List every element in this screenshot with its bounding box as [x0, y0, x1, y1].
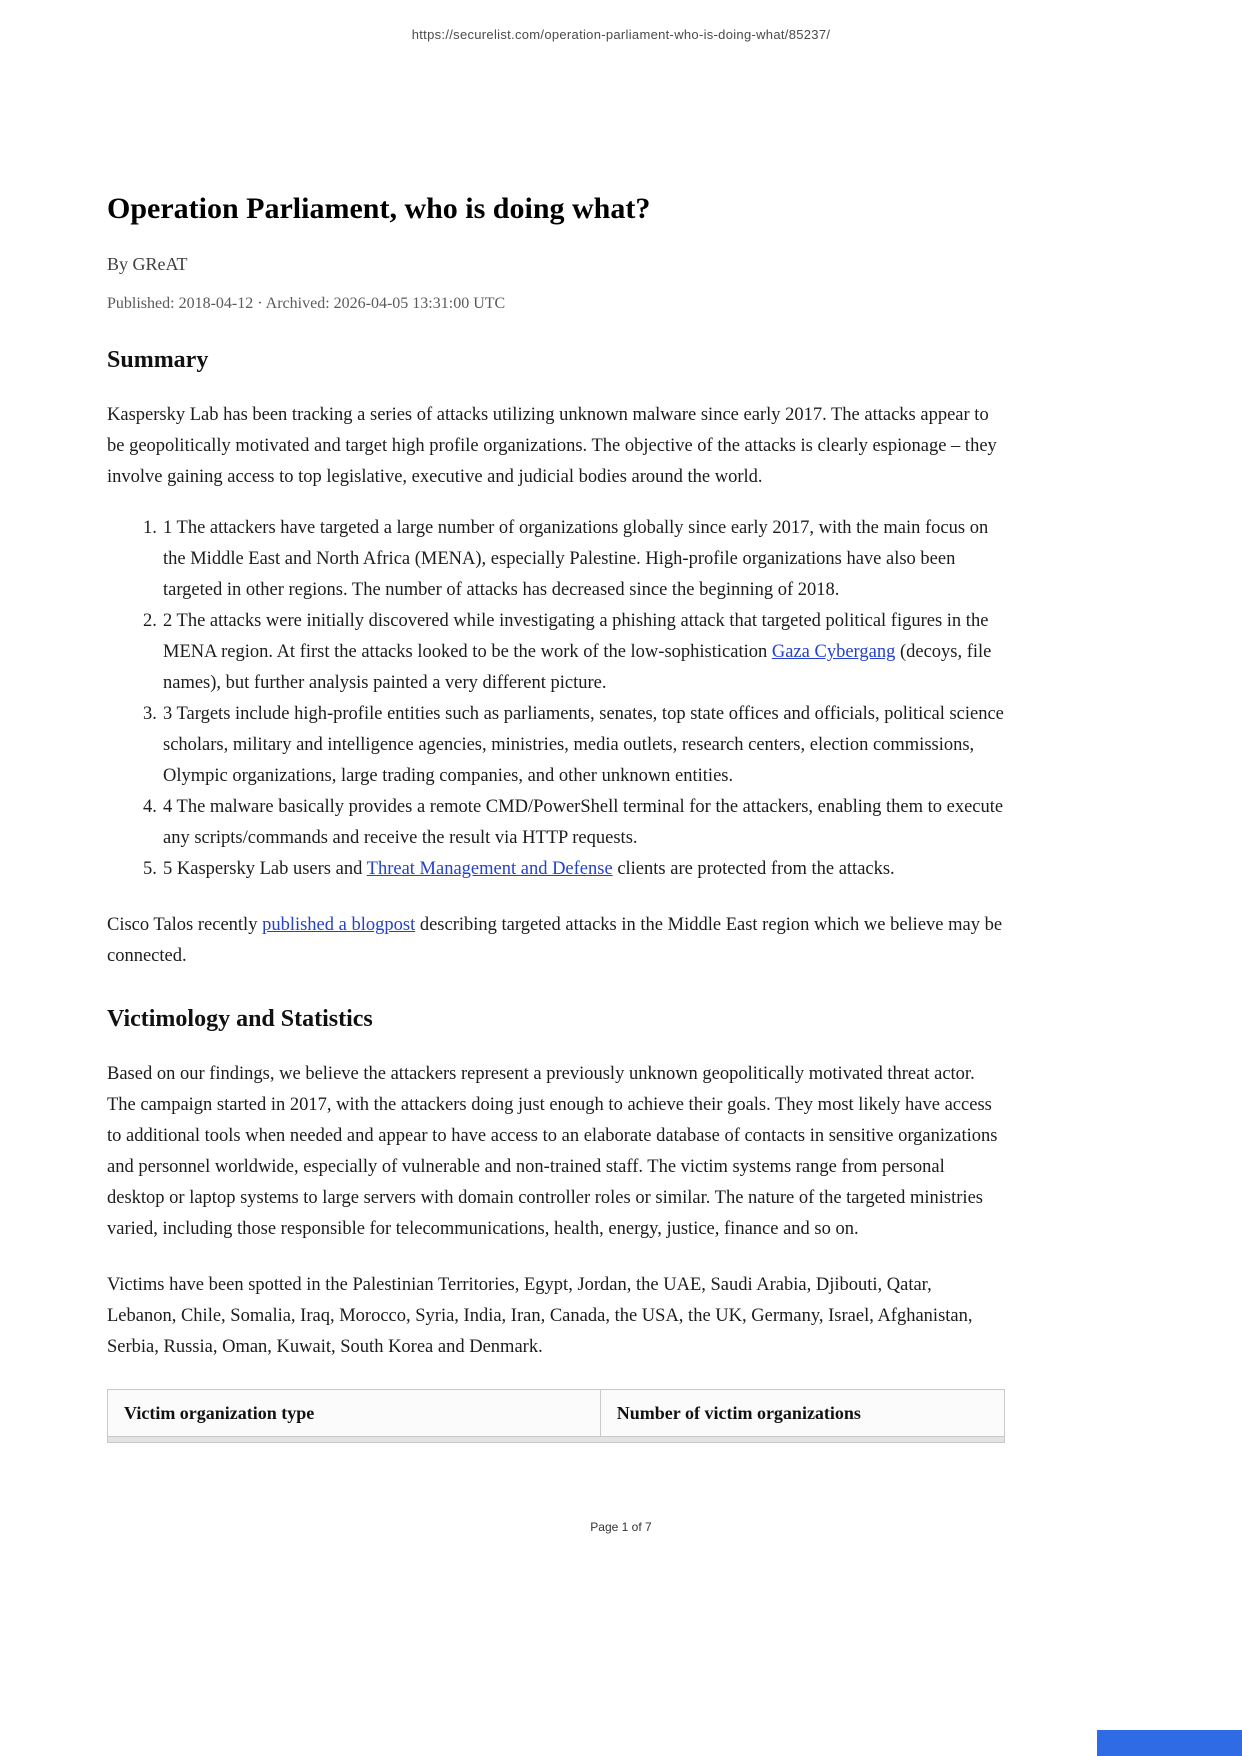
- list-text-segment: clients are protected from the attacks.: [612, 859, 895, 879]
- victim-table-header-row: [108, 1390, 1004, 1437]
- print-url-header: https://securelist.com/operation-parliament-who-is-doing-what/85237/: [411, 27, 831, 42]
- list-item-4: [143, 792, 1005, 854]
- table-header-org-type: Victim organization type: [108, 1390, 601, 1436]
- victimology-paragraph-1: Based on our findings, we believe the attackers represent a previously unknown geopolitically motivated threat actor. The campaign started in 2017, with the attackers doing just enough to achieve their goals. They most likely have access to additional tools when needed and appear to have access to an elaborate database of contacts in sensitive organizations and personnel worldwide, especially of vulnerable and non-trained staff. The victim systems range from personal desktop or laptop systems to large servers with domain controller roles or similar. The nature of the targeted ministries varied, including those responsible for telecommunications, health, energy, justice, finance and so on.: [107, 1064, 998, 1239]
- list-text-segment: (decoys, file names), but further analysis painted a very different picture.: [163, 642, 992, 693]
- article-page: [107, 0, 1005, 1443]
- section-heading-summary: Summary: [107, 347, 209, 373]
- threat-management-link[interactable]: Threat Management and Defense: [366, 859, 613, 879]
- list-text-segment: 4 The malware basically provides a remote CMD/PowerShell terminal for the attackers, enabling them to execute any scripts/commands and receive the result via HTTP requests.: [163, 797, 1004, 848]
- list-text-segment: 1 The attackers have targeted a large number of organizations globally since early 2017, with the main focus on the Middle East and North Africa (MENA), especially Palestine. High-profile organizations have also been targeted in other regions. The number of attacks has decreased since the beginning of 2018.: [163, 518, 989, 600]
- paragraph-text-segment: Cisco Talos recently: [107, 915, 263, 935]
- page-number-footer: Page 1 of 7: [590, 1520, 652, 1534]
- list-text-segment: 2 The attacks were initially discovered while investigating a phishing attack that targeted political figures in the MENA region. At first the attacks looked to be the work of the low-sophistication: [163, 611, 989, 662]
- list-marker: 3.: [143, 704, 157, 724]
- list-item-text: [163, 606, 1005, 699]
- table-row-cutoff: [108, 1437, 1004, 1443]
- list-item-text: [163, 699, 1005, 792]
- summary-list: [107, 513, 1005, 885]
- blogpost-link[interactable]: published a blogpost: [262, 915, 416, 935]
- gaza-cybergang-link[interactable]: Gaza Cybergang: [771, 642, 896, 662]
- summary-intro-paragraph: Kaspersky Lab has been tracking a series of attacks utilizing unknown malware since early 2017. The attacks appear to be geopolitically motivated and target high profile organizations. The objective of the attacks is clearly espionage – they involve gaining access to top legislative, executive and judicial bodies around the world.: [107, 405, 997, 487]
- list-marker: 4.: [143, 797, 157, 817]
- list-item-5: [143, 854, 1005, 885]
- list-marker: 5.: [143, 859, 157, 879]
- section-heading-victimology: Victimology and Statistics: [107, 1006, 373, 1032]
- list-item-text: [163, 792, 1005, 854]
- list-item-3: [143, 699, 1005, 792]
- list-text-segment: 5 Kaspersky Lab users and: [163, 859, 367, 879]
- list-item-1: [143, 513, 1005, 606]
- victim-table: [107, 1389, 1005, 1443]
- list-text-segment: 3 Targets include high-profile entities such as parliaments, senates, top state offices and officials, political science scholars, military and intelligence agencies, ministries, media outlets, research centers, election commissions, Olympic organizations, large trading companies, and other unknown entities.: [163, 704, 1004, 786]
- article-meta: Published: 2018-04-12 · Archived: 2026-04-05 13:31:00 UTC: [107, 295, 506, 312]
- table-header-count: Number of victim organizations: [616, 1403, 861, 1423]
- list-marker: 2.: [143, 611, 157, 631]
- list-item-text: [163, 513, 1005, 606]
- list-marker: 1.: [143, 518, 157, 538]
- article-byline: By GReAT: [107, 254, 188, 274]
- paragraph-text-segment: describing targeted attacks in the Middle East region which we believe may be connected.: [107, 915, 1003, 966]
- list-item-text: [163, 854, 1005, 885]
- cisco-talos-paragraph: [107, 910, 1005, 972]
- bottom-right-blue-corner: [1097, 1730, 1242, 1756]
- list-item-2: [143, 606, 1005, 699]
- victimology-paragraph-2: Victims have been spotted in the Palestinian Territories, Egypt, Jordan, the UAE, Saudi Arabia, Djibouti, Qatar, Lebanon, Chile, Somalia, Iraq, Morocco, Syria, India, Iran, Canada, the USA, the UK, Germany, Israel, Afghanistan, Serbia, Russia, Oman, Kuwait, South Korea and Denmark.: [107, 1275, 973, 1357]
- article-title: Operation Parliament, who is doing what?: [107, 192, 651, 225]
